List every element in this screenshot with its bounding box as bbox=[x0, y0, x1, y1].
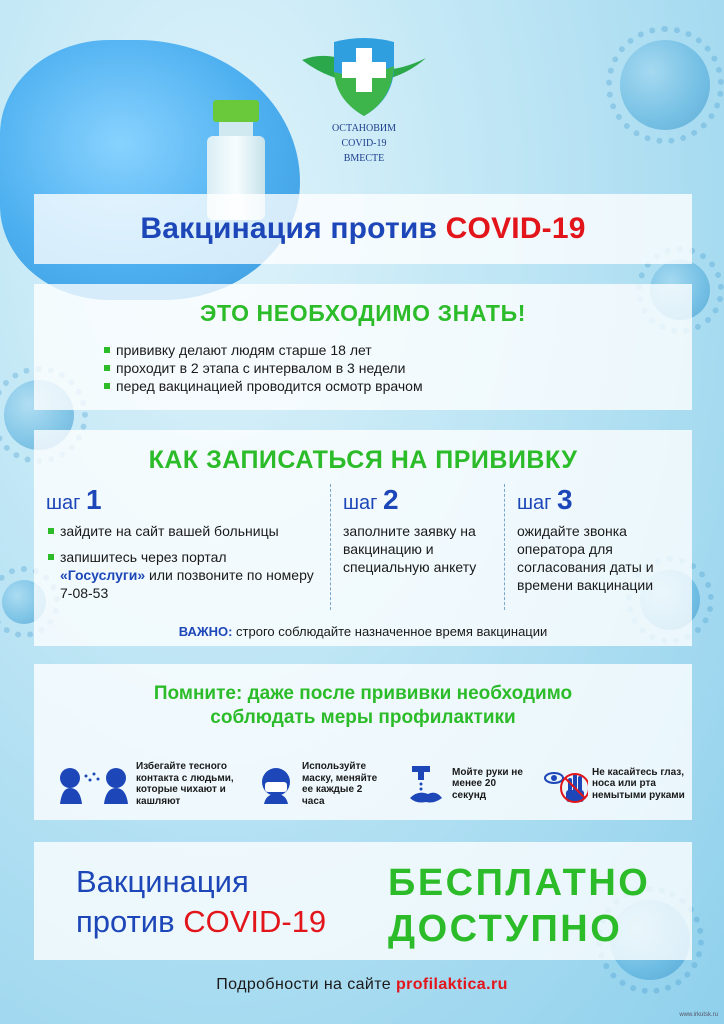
logo-line-1: ОСТАНОВИМ bbox=[331, 123, 397, 134]
corner-credit: www.irkutsk.ru bbox=[679, 1012, 718, 1018]
footer-site-link[interactable]: profilaktica.ru bbox=[395, 976, 508, 993]
step-number: 2 bbox=[383, 484, 399, 515]
remember-line-1: Помните: даже после прививки необходимо bbox=[153, 683, 573, 704]
title-highlight: COVID-19 bbox=[445, 212, 586, 245]
tip-avoid-contact bbox=[58, 756, 248, 812]
list-item: перед вакцинацией проводится осмотр врачом bbox=[104, 377, 692, 395]
step-number: 1 bbox=[86, 484, 102, 515]
remember-heading bbox=[34, 682, 692, 730]
remember-line-2: соблюдать меры профилактики bbox=[210, 707, 516, 728]
step-word: шаг bbox=[46, 492, 81, 514]
steps bbox=[34, 484, 692, 610]
free-left-text bbox=[76, 862, 326, 942]
step-3-text: ожидайте звонка оператора для согласования даты и времени вакцинации bbox=[517, 523, 654, 593]
wash-hands-icon bbox=[406, 764, 446, 804]
step-number: 3 bbox=[557, 484, 573, 515]
free-right-text bbox=[388, 860, 650, 952]
free-left-line-2: против bbox=[76, 904, 184, 939]
mask-icon bbox=[256, 764, 296, 804]
know-panel bbox=[34, 284, 692, 410]
tip-text: Избегайте тесного контакта с людьми, которые чихают и кашляют bbox=[136, 761, 234, 807]
step-3 bbox=[504, 484, 686, 610]
tip-mask bbox=[256, 756, 396, 812]
logo-line-3: ВМЕСТЕ bbox=[343, 153, 385, 164]
signup-panel bbox=[34, 430, 692, 646]
step-1 bbox=[46, 484, 330, 610]
title-panel bbox=[34, 194, 692, 264]
no-touch-face-icon bbox=[544, 764, 588, 804]
step-bullet bbox=[46, 548, 330, 602]
tip-text: Используйте маску, меняйте ее каждые 2 часа bbox=[302, 761, 378, 807]
step-bullet-text: или позвоните по номеру 7-08-53 bbox=[60, 567, 314, 601]
important-label: ВАЖНО: bbox=[178, 624, 233, 639]
signup-heading: КАК ЗАПИСАТЬСЯ НА ПРИВИВКУ bbox=[148, 446, 578, 474]
step-2-header bbox=[343, 484, 502, 516]
know-heading: ЭТО НЕОБХОДИМО ЗНАТЬ! bbox=[200, 300, 526, 326]
page-title bbox=[140, 212, 585, 246]
title-text: Вакцинация против bbox=[140, 212, 446, 245]
step-2 bbox=[330, 484, 502, 610]
logo bbox=[296, 20, 432, 190]
remember-panel bbox=[34, 664, 692, 820]
step-word: шаг bbox=[343, 492, 378, 514]
gosuslugi-link: «Госуслуги» bbox=[60, 567, 146, 583]
free-panel bbox=[34, 842, 692, 960]
free-left-line-1: Вакцинация bbox=[76, 864, 249, 899]
know-list bbox=[104, 341, 692, 395]
footer bbox=[0, 976, 724, 994]
free-left-highlight: COVID-19 bbox=[183, 904, 327, 939]
step-bullet-text: запишитесь через портал bbox=[60, 549, 227, 565]
step-1-text bbox=[46, 522, 330, 602]
tips bbox=[48, 756, 688, 812]
cough-icon bbox=[58, 764, 130, 804]
free-right-line-1: БЕСПЛАТНО bbox=[388, 862, 651, 904]
tip-text: Мойте руки не менее 20 секунд bbox=[452, 766, 523, 801]
step-bullet: зайдите на сайт вашей больницы bbox=[46, 522, 330, 540]
footer-text: Подробности на сайте bbox=[216, 976, 396, 993]
free-right-line-2: ДОСТУПНО bbox=[388, 908, 623, 950]
step-1-header bbox=[46, 484, 330, 516]
step-3-header bbox=[517, 484, 686, 516]
list-item: проходит в 2 этапа с интервалом в 3 недели bbox=[104, 359, 692, 377]
list-item: прививку делают людям старше 18 лет bbox=[104, 341, 692, 359]
step-2-text: заполните заявку на вакцинацию и специальную анкету bbox=[343, 523, 477, 575]
step-word: шаг bbox=[517, 492, 552, 514]
tip-text: Не касайтесь глаз, носа или рта немытыми руками bbox=[592, 766, 685, 801]
important-text: строго соблюдайте назначенное время вакцинации bbox=[232, 624, 548, 639]
shield-cross-icon bbox=[296, 20, 432, 120]
important-note bbox=[34, 624, 692, 639]
tip-wash-hands bbox=[406, 756, 536, 812]
logo-line-2: COVID-19 bbox=[341, 138, 387, 149]
tip-no-touch bbox=[544, 756, 694, 812]
virus-decoration bbox=[620, 40, 710, 130]
